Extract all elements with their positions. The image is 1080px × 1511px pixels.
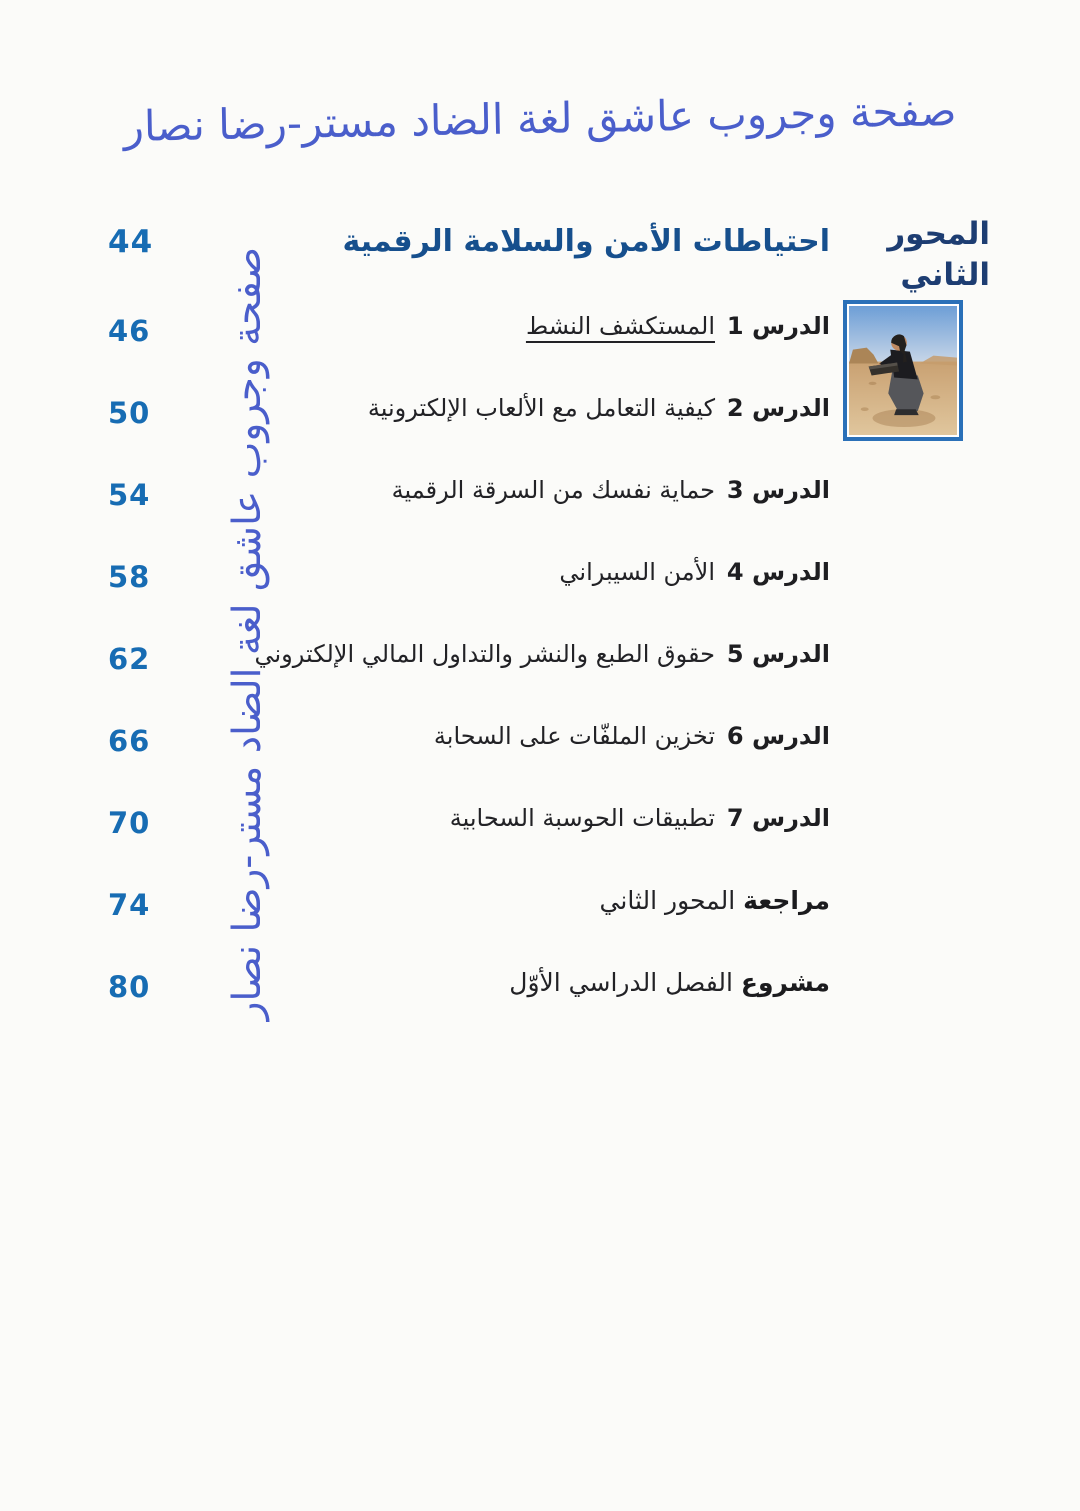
toc-row-review (0, 886, 1080, 930)
page-number: 70 (108, 806, 151, 840)
section-title: احتياطات الأمن والسلامة الرقمية (342, 224, 830, 259)
page-number: 80 (108, 970, 151, 1004)
review-label-rest: المحور الثاني (599, 886, 736, 915)
project-label (509, 968, 830, 997)
toc-row-lesson-5 (0, 640, 1080, 684)
project-label-rest: الفصل الدراسي الأوّل (509, 968, 733, 997)
lesson-number: الدرس 1 (726, 312, 830, 340)
lesson-title: الأمن السيبراني (559, 558, 715, 586)
page-number: 50 (108, 396, 151, 430)
lesson-title: حقوق الطبع والنشر والتداول المالي الإلكتروني (254, 640, 715, 668)
toc-row-lesson-7 (0, 804, 1080, 848)
section-page-number: 44 (108, 224, 154, 260)
lesson-number: الدرس 3 (726, 476, 830, 504)
page-number: 46 (108, 314, 151, 348)
lesson-title: حماية نفسك من السرقة الرقمية (391, 476, 715, 504)
toc-row-lesson-4 (0, 558, 1080, 602)
lesson-number: الدرس 5 (726, 640, 830, 668)
review-label (600, 886, 830, 915)
toc-row-lesson-2 (0, 394, 1080, 438)
page-number: 62 (108, 642, 151, 676)
section-header-row (0, 224, 1080, 268)
lesson-number: الدرس 4 (726, 558, 830, 586)
unit-heading-line1: المحور (887, 216, 990, 252)
page-number: 66 (108, 724, 151, 758)
project-label-bold: مشروع (740, 968, 830, 997)
toc-row-lesson-3 (0, 476, 1080, 520)
lesson-number: الدرس 6 (726, 722, 830, 750)
lesson-title: كيفية التعامل مع الألعاب الإلكترونية (367, 394, 715, 422)
side-watermark-text: صفحة وجروب عاشق لغة الضاد مستر-رضا نصار (225, 247, 270, 1021)
toc-row-lesson-1 (0, 312, 1080, 356)
lesson-number: الدرس 7 (726, 804, 830, 832)
page-number: 58 (108, 560, 151, 594)
top-watermark-text: صفحة وجروب عاشق لغة الضاد مستر-رضا نصار (123, 86, 957, 151)
unit-heading-line2: الثاني (900, 257, 990, 293)
page-number: 54 (108, 478, 151, 512)
lesson-title: تخزين الملفّات على السحابة (433, 722, 715, 750)
lesson-number: الدرس 2 (726, 394, 830, 422)
toc-row-lesson-6 (0, 722, 1080, 766)
lesson-title: تطبيقات الحوسبة السحابية (449, 804, 715, 832)
review-label-bold: مراجعة (743, 886, 830, 915)
page-number: 74 (108, 888, 151, 922)
toc-row-project (0, 968, 1080, 1012)
lesson-title: المستكشف النشط (525, 312, 715, 340)
